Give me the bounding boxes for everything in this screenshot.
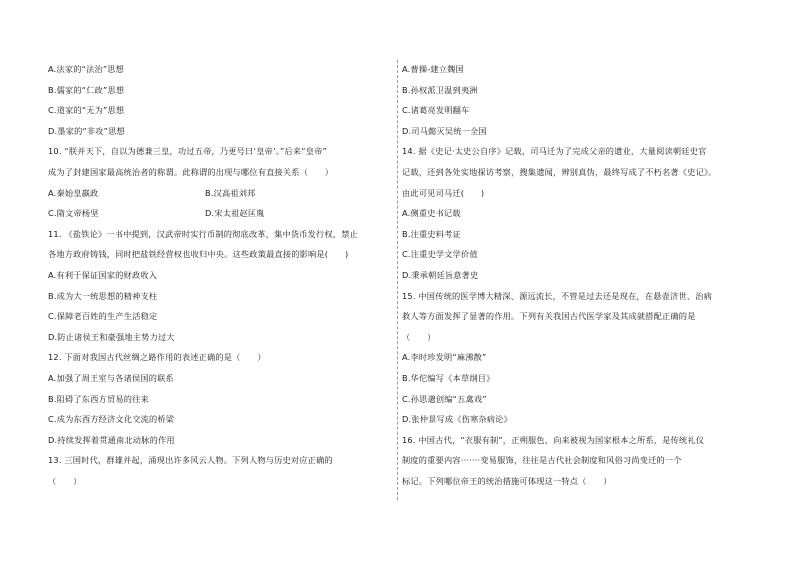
text-line: （ ） [402,331,436,342]
text-line: C.孙思邈创编“五禽戏” [402,393,487,404]
text-line: B.注重史料考证 [402,228,461,239]
question-text: 13. 三国时代，群雄并起，涌现出许多风云人物。下列人物与历史对应正确的 [48,455,333,466]
text-line: A.加强了周王室与各诸侯国的联系 [48,373,174,383]
text-line: B.阻碍了东西方贸易的往来 [48,393,149,404]
text-line: C.保障老百姓的生产生活稳定 [48,311,158,322]
text-line: 记载，还到各处实地探访考察，搜集遗闻，辨别真伪，最终写成了不朽名著《史记》。 [402,167,717,177]
text-line: D.防止诸侯王和豪强地主势力过大 [48,331,175,342]
text-line: 标记。下列哪位帝王的统治措施可体现这一特点（ ） [402,476,612,486]
text-line: D.司马懿灭吴统一全国 [402,125,487,136]
question-text: 10. “朕并天下，自以为德兼三皇，功过五帝，乃更号曰‘皇帝’。”后来“皇帝” [48,146,327,157]
option-text: D.宋太祖赵匡胤 [205,208,265,219]
option-text: B.汉高祖刘邦 [205,187,256,198]
question-text: 16. 中国古代，“衣服有制”，正朔服色，向来被视为国家根本之所系，是传统礼仪 [402,434,705,445]
text-line: A.法家的“法治”思想 [48,64,125,74]
option-text: C.隋文帝杨坚 [48,208,99,219]
text-line: A.有利于保证国家的财政收入 [48,270,158,280]
text-line: 救人等方面发挥了显著的作用。下列有关我国古代医学家及其成就搭配正确的是 [402,311,696,322]
text-line: A.曹操-建立魏国 [402,64,464,74]
column-divider [397,60,398,500]
option-row-2 [48,208,265,219]
text-line: 成为了封建国家最高统治者的称谓。此称谓的出现与哪位有直接关系（ ） [48,167,334,177]
text-line: C.注重史学文学价值 [402,249,478,260]
text-line: 各地方政府铸钱，同时把盐铁经营权也收归中央。这些政策最直接的影响是( ) [48,249,349,260]
text-line: C.成为东西方经济文化交流的桥梁 [48,414,175,425]
text-line: 制度的重要内容·······变易服饰，往往是古代社会制度和风俗习尚变迁的一个 [402,455,682,466]
text-line: （ ） [48,476,82,486]
text-line: B.成为大一统思想的精神支柱 [48,290,158,301]
text-line: A.李时珍发明“麻沸散” [402,352,487,363]
text-line: A.侧重史书记载 [402,208,461,219]
text-line: D.墨家的“非攻”思想 [48,125,125,136]
text-line: C.道家的“无为”思想 [48,105,125,116]
text-line: B.儒家的“仁政”思想 [48,84,125,95]
question-text: 15. 中国传统的医学博大精深、源远流长，不管是过去还是现在，在悬壶济世、治病 [402,290,712,301]
text-line: D.持续发挥着贯通南北动脉的作用 [48,434,175,445]
option-text: A.秦始皇嬴政 [48,187,99,198]
question-text: 12. 下面对我国古代丝绸之路作用的表述正确的是（ ） [48,352,266,363]
text-line: D.张仲景写成《伤寒杂病论》 [402,414,512,425]
text-line: D.秉承朝廷旨意著史 [402,270,479,280]
text-line: B.华佗编写《本草纲目》 [402,373,495,383]
option-row-1 [48,188,256,199]
text-line: C.诸葛亮发明翻车 [402,105,470,116]
text-line: 由此可见司马迁( ) [402,187,485,198]
question-text: 14. 据《史记·太史公自序》记载，司马迁为了完成父亲的遗业，大量阅读朝廷史官 [402,146,707,157]
text-line: B.孙权派卫温到夷洲 [402,84,478,95]
question-text: 11. 《盐铁论》一书中提到，汉武帝时实行币制的彻底改革，集中货币发行权，禁止 [48,228,358,239]
